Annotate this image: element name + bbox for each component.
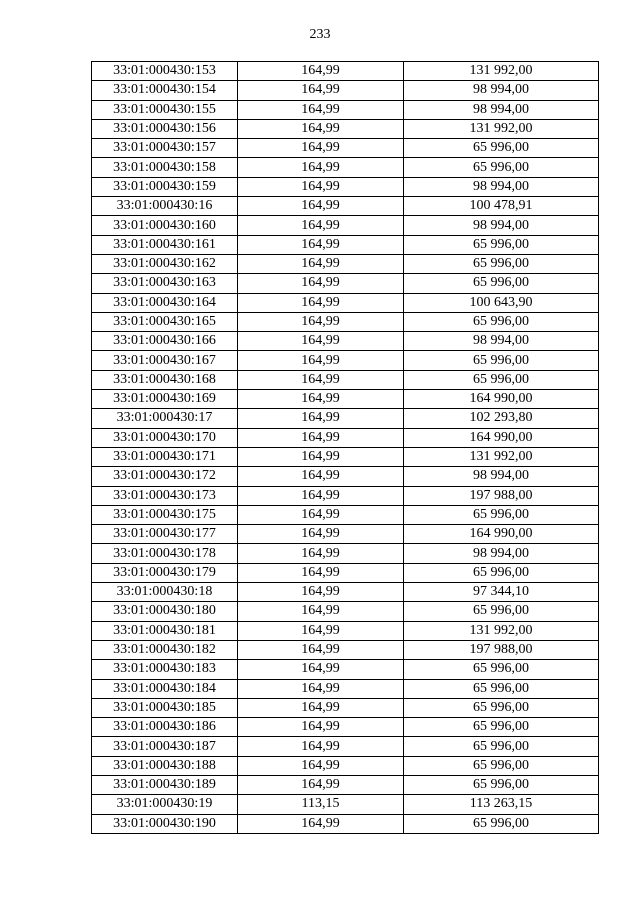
- area-cell: 164,99: [238, 814, 404, 833]
- area-cell: 164,99: [238, 486, 404, 505]
- cadastral-number-cell: 33:01:000430:175: [92, 505, 238, 524]
- cadastral-value-cell: 131 992,00: [404, 119, 599, 138]
- cadastral-number-cell: 33:01:000430:189: [92, 775, 238, 794]
- cadastral-value-cell: 65 996,00: [404, 814, 599, 833]
- table-row: [92, 621, 599, 640]
- cadastral-number-cell: 33:01:000430:182: [92, 640, 238, 659]
- table-row: [92, 274, 599, 293]
- cadastral-number-cell: 33:01:000430:177: [92, 525, 238, 544]
- area-cell: 164,99: [238, 640, 404, 659]
- area-cell: 164,99: [238, 119, 404, 138]
- cadastral-value-cell: 131 992,00: [404, 621, 599, 640]
- area-cell: 164,99: [238, 351, 404, 370]
- area-cell: 164,99: [238, 100, 404, 119]
- cadastral-value-cell: 65 996,00: [404, 254, 599, 273]
- area-cell: 164,99: [238, 177, 404, 196]
- table-row: [92, 390, 599, 409]
- area-cell: 164,99: [238, 756, 404, 775]
- cadastral-number-cell: 33:01:000430:160: [92, 216, 238, 235]
- cadastral-value-cell: 98 994,00: [404, 100, 599, 119]
- cadastral-value-table: [91, 61, 599, 834]
- cadastral-number-cell: 33:01:000430:168: [92, 370, 238, 389]
- cadastral-number-cell: 33:01:000430:188: [92, 756, 238, 775]
- area-cell: 164,99: [238, 312, 404, 331]
- cadastral-value-cell: 100 478,91: [404, 197, 599, 216]
- area-cell: 164,99: [238, 216, 404, 235]
- table-row: [92, 158, 599, 177]
- table-row: [92, 235, 599, 254]
- cadastral-number-cell: 33:01:000430:190: [92, 814, 238, 833]
- cadastral-value-cell: 131 992,00: [404, 62, 599, 81]
- cadastral-number-cell: 33:01:000430:161: [92, 235, 238, 254]
- cadastral-value-cell: 98 994,00: [404, 544, 599, 563]
- area-cell: 164,99: [238, 583, 404, 602]
- area-cell: 164,99: [238, 525, 404, 544]
- table-row: [92, 197, 599, 216]
- area-cell: 164,99: [238, 370, 404, 389]
- cadastral-value-cell: 65 996,00: [404, 274, 599, 293]
- table-row: [92, 486, 599, 505]
- cadastral-number-cell: 33:01:000430:166: [92, 332, 238, 351]
- area-cell: 164,99: [238, 254, 404, 273]
- cadastral-value-cell: 65 996,00: [404, 718, 599, 737]
- cadastral-number-cell: 33:01:000430:19: [92, 795, 238, 814]
- cadastral-number-cell: 33:01:000430:162: [92, 254, 238, 273]
- cadastral-value-cell: 113 263,15: [404, 795, 599, 814]
- cadastral-value-cell: 197 988,00: [404, 486, 599, 505]
- page-number: 233: [309, 27, 331, 42]
- table-row: [92, 525, 599, 544]
- table-row: [92, 293, 599, 312]
- table-row: [92, 254, 599, 273]
- table-row: [92, 737, 599, 756]
- cadastral-value-cell: 164 990,00: [404, 390, 599, 409]
- area-cell: 164,99: [238, 332, 404, 351]
- cadastral-value-cell: 65 996,00: [404, 158, 599, 177]
- table-row: [92, 660, 599, 679]
- table-row: [92, 718, 599, 737]
- table-row: [92, 312, 599, 331]
- area-cell: 164,99: [238, 428, 404, 447]
- cadastral-number-cell: 33:01:000430:178: [92, 544, 238, 563]
- table-row: [92, 775, 599, 794]
- cadastral-value-cell: 100 643,90: [404, 293, 599, 312]
- area-cell: 164,99: [238, 81, 404, 100]
- table-row: [92, 640, 599, 659]
- cadastral-number-cell: 33:01:000430:165: [92, 312, 238, 331]
- area-cell: 164,99: [238, 602, 404, 621]
- cadastral-number-cell: 33:01:000430:167: [92, 351, 238, 370]
- cadastral-value-cell: 65 996,00: [404, 235, 599, 254]
- table-row: [92, 583, 599, 602]
- table-row: [92, 563, 599, 582]
- area-cell: 164,99: [238, 563, 404, 582]
- cadastral-number-cell: 33:01:000430:163: [92, 274, 238, 293]
- cadastral-value-cell: 65 996,00: [404, 139, 599, 158]
- cadastral-number-cell: 33:01:000430:172: [92, 467, 238, 486]
- table-row: [92, 409, 599, 428]
- cadastral-value-cell: 65 996,00: [404, 775, 599, 794]
- area-cell: 164,99: [238, 293, 404, 312]
- cadastral-value-cell: 65 996,00: [404, 563, 599, 582]
- area-cell: 164,99: [238, 197, 404, 216]
- cadastral-value-cell: 97 344,10: [404, 583, 599, 602]
- table-row: [92, 795, 599, 814]
- cadastral-number-cell: 33:01:000430:171: [92, 447, 238, 466]
- area-cell: 164,99: [238, 235, 404, 254]
- cadastral-value-cell: 102 293,80: [404, 409, 599, 428]
- cadastral-number-cell: 33:01:000430:170: [92, 428, 238, 447]
- cadastral-value-cell: 65 996,00: [404, 698, 599, 717]
- table-row: [92, 370, 599, 389]
- table-row: [92, 62, 599, 81]
- table-row: [92, 756, 599, 775]
- area-cell: 164,99: [238, 139, 404, 158]
- cadastral-value-cell: 98 994,00: [404, 81, 599, 100]
- area-cell: 164,99: [238, 621, 404, 640]
- table-row: [92, 332, 599, 351]
- cadastral-value-cell: 65 996,00: [404, 505, 599, 524]
- cadastral-value-cell: 65 996,00: [404, 679, 599, 698]
- cadastral-number-cell: 33:01:000430:169: [92, 390, 238, 409]
- cadastral-number-cell: 33:01:000430:17: [92, 409, 238, 428]
- area-cell: 164,99: [238, 698, 404, 717]
- cadastral-value-cell: 65 996,00: [404, 312, 599, 331]
- area-cell: 164,99: [238, 775, 404, 794]
- table-row: [92, 81, 599, 100]
- cadastral-number-cell: 33:01:000430:164: [92, 293, 238, 312]
- table-row: [92, 428, 599, 447]
- cadastral-number-cell: 33:01:000430:179: [92, 563, 238, 582]
- area-cell: 164,99: [238, 447, 404, 466]
- area-cell: 164,99: [238, 467, 404, 486]
- cadastral-value-cell: 164 990,00: [404, 428, 599, 447]
- table-row: [92, 119, 599, 138]
- cadastral-number-cell: 33:01:000430:154: [92, 81, 238, 100]
- table-row: [92, 447, 599, 466]
- area-cell: 164,99: [238, 737, 404, 756]
- cadastral-value-cell: 98 994,00: [404, 216, 599, 235]
- cadastral-value-cell: 131 992,00: [404, 447, 599, 466]
- area-cell: 164,99: [238, 158, 404, 177]
- cadastral-value-cell: 98 994,00: [404, 467, 599, 486]
- cadastral-value-cell: 65 996,00: [404, 660, 599, 679]
- table-row: [92, 177, 599, 196]
- table-row: [92, 698, 599, 717]
- table-row: [92, 351, 599, 370]
- cadastral-value-cell: 164 990,00: [404, 525, 599, 544]
- table-body: [92, 62, 599, 834]
- table-row: [92, 544, 599, 563]
- cadastral-number-cell: 33:01:000430:159: [92, 177, 238, 196]
- cadastral-number-cell: 33:01:000430:153: [92, 62, 238, 81]
- cadastral-value-cell: 65 996,00: [404, 370, 599, 389]
- cadastral-value-cell: 98 994,00: [404, 332, 599, 351]
- area-cell: 113,15: [238, 795, 404, 814]
- cadastral-number-cell: 33:01:000430:187: [92, 737, 238, 756]
- cadastral-value-cell: 65 996,00: [404, 351, 599, 370]
- cadastral-number-cell: 33:01:000430:158: [92, 158, 238, 177]
- table-row: [92, 216, 599, 235]
- cadastral-value-cell: 65 996,00: [404, 756, 599, 775]
- cadastral-number-cell: 33:01:000430:186: [92, 718, 238, 737]
- cadastral-number-cell: 33:01:000430:184: [92, 679, 238, 698]
- table-row: [92, 679, 599, 698]
- area-cell: 164,99: [238, 505, 404, 524]
- table-row: [92, 139, 599, 158]
- table-row: [92, 505, 599, 524]
- area-cell: 164,99: [238, 409, 404, 428]
- cadastral-value-cell: 197 988,00: [404, 640, 599, 659]
- area-cell: 164,99: [238, 679, 404, 698]
- cadastral-value-cell: 98 994,00: [404, 177, 599, 196]
- cadastral-number-cell: 33:01:000430:183: [92, 660, 238, 679]
- area-cell: 164,99: [238, 274, 404, 293]
- table-row: [92, 100, 599, 119]
- cadastral-number-cell: 33:01:000430:156: [92, 119, 238, 138]
- area-cell: 164,99: [238, 62, 404, 81]
- cadastral-number-cell: 33:01:000430:157: [92, 139, 238, 158]
- table-row: [92, 467, 599, 486]
- cadastral-number-cell: 33:01:000430:18: [92, 583, 238, 602]
- area-cell: 164,99: [238, 718, 404, 737]
- cadastral-number-cell: 33:01:000430:185: [92, 698, 238, 717]
- table-row: [92, 814, 599, 833]
- table-row: [92, 602, 599, 621]
- cadastral-number-cell: 33:01:000430:180: [92, 602, 238, 621]
- area-cell: 164,99: [238, 544, 404, 563]
- cadastral-number-cell: 33:01:000430:181: [92, 621, 238, 640]
- cadastral-number-cell: 33:01:000430:155: [92, 100, 238, 119]
- cadastral-value-cell: 65 996,00: [404, 737, 599, 756]
- area-cell: 164,99: [238, 390, 404, 409]
- area-cell: 164,99: [238, 660, 404, 679]
- cadastral-number-cell: 33:01:000430:173: [92, 486, 238, 505]
- cadastral-value-cell: 65 996,00: [404, 602, 599, 621]
- cadastral-number-cell: 33:01:000430:16: [92, 197, 238, 216]
